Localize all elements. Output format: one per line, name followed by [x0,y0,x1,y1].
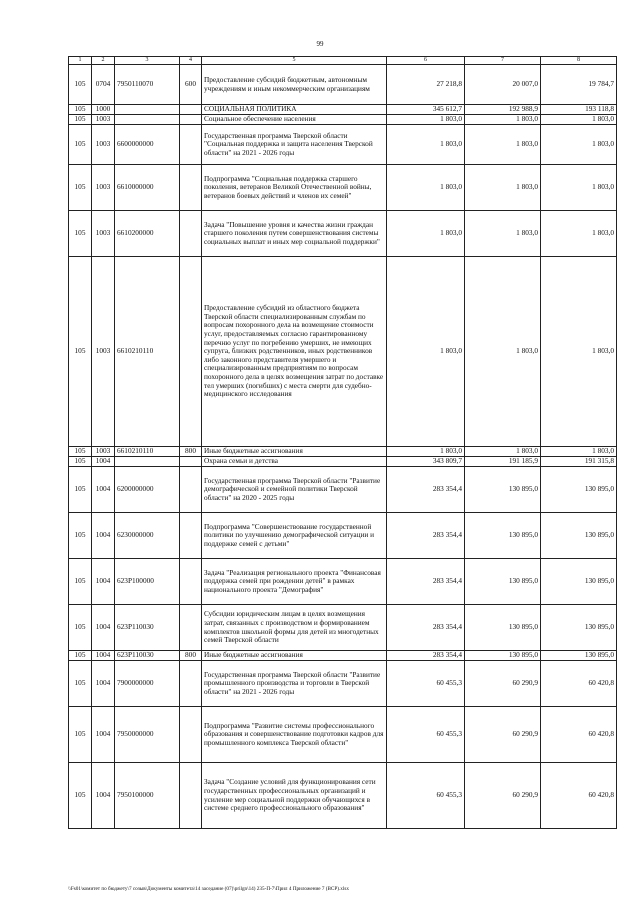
table-cell: 1004 [92,605,115,651]
table-cell: Предоставление субсидий бюджетным, автономным учреждениям и иным некоммерческим организациям [202,65,387,105]
header-cell: 2 [92,57,115,65]
table-row [69,257,617,447]
table-cell: Государственная программа Тверской области "Развитие демографической и семейной политики Тверской области" на 2020 - 2025 годы [202,467,387,513]
table-cell: 283 354,4 [387,605,465,651]
table-cell: 130 895,0 [541,559,617,605]
table-cell: 6600000000 [115,125,180,165]
table-row [69,513,617,559]
table-cell: 130 895,0 [541,467,617,513]
table-cell: 6610200000 [115,211,180,257]
header-cell: 7 [465,57,541,65]
page-number: 99 [316,40,324,48]
table-cell: 105 [69,651,92,661]
table-row [69,115,617,125]
table-row [69,559,617,605]
header-cell: 3 [115,57,180,65]
table-cell: 1 803,0 [387,165,465,211]
table-cell [180,165,202,211]
table-cell [115,115,180,125]
table-cell: 1 803,0 [465,165,541,211]
table-cell: 1 803,0 [387,211,465,257]
header-cell: 1 [69,57,92,65]
table-cell [180,513,202,559]
table-cell: Государственная программа Тверской области "Развитие промышленного производства и торговли в Тверской области" на 2021 - 2026 годы [202,661,387,707]
table-cell: 6610210110 [115,257,180,447]
table-cell: 105 [69,661,92,707]
table-row [69,165,617,211]
table-cell: Иные бюджетные ассигнования [202,651,387,661]
table-row [69,65,617,105]
table-cell: 192 988,9 [465,105,541,115]
table-cell: Задача "Создание условий для функционирования сети государственных профессиональных организаций и усиление мер социальной поддержки обучающихся в системе среднего профессионального образования" [202,763,387,829]
table-cell: 105 [69,707,92,763]
table-row [69,457,617,467]
table-cell: 130 895,0 [465,651,541,661]
table-cell [180,707,202,763]
table-cell: 60 455,3 [387,763,465,829]
table-cell: 1 803,0 [465,125,541,165]
table-cell: Подпрограмма "Совершенствование государственной политики по улучшению демографической ситуации и поддержке семей с детьми" [202,513,387,559]
table-cell: 1003 [92,165,115,211]
table-cell: 6200000000 [115,467,180,513]
table-cell: 191 315,8 [541,457,617,467]
table-cell [180,125,202,165]
table-cell: Задача "Повышение уровня и качества жизни граждан старшего поколения путем совершенствования системы социальных выплат и иных мер социальной поддержки" [202,211,387,257]
table-cell: 105 [69,447,92,457]
table-row [69,651,617,661]
table-cell: 193 118,8 [541,105,617,115]
table-row [69,605,617,651]
table-cell: 623P110030 [115,651,180,661]
table-cell: 130 895,0 [465,513,541,559]
table-row [69,125,617,165]
table-cell: 105 [69,115,92,125]
table-cell [115,105,180,115]
table-cell: 1003 [92,115,115,125]
table-cell: 105 [69,467,92,513]
table-cell: 1003 [92,257,115,447]
table-cell: 1 803,0 [387,257,465,447]
table-cell: 1 803,0 [541,257,617,447]
table-cell: 105 [69,165,92,211]
table-cell: 6230000000 [115,513,180,559]
table-cell: 1 803,0 [465,447,541,457]
table-cell: Задача "Реализация регионального проекта "Финансовая поддержка семей при рождении детей" в рамках национального проекта "Демография" [202,559,387,605]
table-cell: 6610210110 [115,447,180,457]
table-cell [180,457,202,467]
table-cell: 1004 [92,763,115,829]
table-cell: 105 [69,105,92,115]
table-cell: 105 [69,457,92,467]
table-cell: 60 290,9 [465,661,541,707]
table-cell: 27 218,8 [387,65,465,105]
table-cell: 1 803,0 [541,125,617,165]
table-cell: 1 803,0 [541,447,617,457]
table-cell: 1004 [92,513,115,559]
table-cell: 1 803,0 [387,447,465,457]
table-cell: 60 290,9 [465,707,541,763]
table-cell: 60 290,9 [465,763,541,829]
table-cell [180,467,202,513]
table-cell: 1 803,0 [387,125,465,165]
table-cell: Субсидии юридическим лицам в целях возмещения затрат, связанных с производством и формированием комплектов школьной формы для детей из многодетных семей Тверской области [202,605,387,651]
table-row [69,661,617,707]
table-cell: 105 [69,125,92,165]
table-cell: 1004 [92,651,115,661]
table-cell: 1 803,0 [465,257,541,447]
table-row [69,467,617,513]
table-cell: Подпрограмма "Развитие системы профессионального образования и совершенствование подготовки кадров для промышленного комплекса Тверской области" [202,707,387,763]
table-cell: 800 [180,651,202,661]
table-cell [180,105,202,115]
table-cell: 130 895,0 [465,605,541,651]
header-cell: 6 [387,57,465,65]
table-cell: 1000 [92,105,115,115]
table-cell: 1004 [92,559,115,605]
table-cell: 20 007,0 [465,65,541,105]
table-row [69,105,617,115]
table-cell [180,115,202,125]
table-cell: 130 895,0 [541,651,617,661]
table-cell: 623P100000 [115,559,180,605]
table-cell: 283 354,4 [387,559,465,605]
table-cell: 1004 [92,467,115,513]
table-row [69,707,617,763]
table-cell: СОЦИАЛЬНАЯ ПОЛИТИКА [202,105,387,115]
table-cell: 1 803,0 [387,115,465,125]
table-cell: 130 895,0 [465,467,541,513]
header-cell: 8 [541,57,617,65]
table-row [69,447,617,457]
budget-table [68,56,617,829]
table-cell [180,257,202,447]
table-cell: 191 185,9 [465,457,541,467]
table-cell: 1 803,0 [465,211,541,257]
table-cell: 1003 [92,125,115,165]
table-cell: 105 [69,211,92,257]
table-cell: 19 784,7 [541,65,617,105]
table-cell: 283 354,4 [387,513,465,559]
table-cell: 283 354,4 [387,651,465,661]
table-cell: 105 [69,559,92,605]
table-cell: 1 803,0 [541,211,617,257]
header-cell: 4 [180,57,202,65]
table-cell: Государственная программа Тверской области "Социальная поддержка и защита населения Тверской области" на 2021 - 2026 годы [202,125,387,165]
table-cell [115,457,180,467]
table-cell: 60 420,8 [541,707,617,763]
table-cell: 0704 [92,65,115,105]
table-row [69,763,617,829]
table-cell: 105 [69,513,92,559]
table-cell: 7900000000 [115,661,180,707]
file-path-footer: \\Fs01\комитет по бюджету\7 созыв\Документы комитета\14 заседание (07)\prilgn\14) 235-П-7\Прил 4 Приложение 7 (ВСР).xlsx [68,886,349,892]
table-cell: 1 803,0 [541,165,617,211]
table-cell: Иные бюджетные ассигнования [202,447,387,457]
table-cell: 1 803,0 [541,115,617,125]
header-row [69,57,617,65]
table-cell: Подпрограмма "Социальная поддержка старшего поколения, ветеранов Великой Отечественной войны, ветеранов боевых действий и членов их семей" [202,165,387,211]
table-cell: 7950000000 [115,707,180,763]
table-cell: 130 895,0 [541,605,617,651]
table-cell: 345 612,7 [387,105,465,115]
table-cell: 1003 [92,447,115,457]
table-cell: 1003 [92,211,115,257]
table-cell: 105 [69,65,92,105]
table-cell: 623P110030 [115,605,180,651]
table-cell: 105 [69,605,92,651]
table-cell: 60 455,3 [387,707,465,763]
table-cell: 7950110070 [115,65,180,105]
table-cell: 130 895,0 [541,513,617,559]
table-cell: 60 455,3 [387,661,465,707]
table-cell: 105 [69,257,92,447]
table-cell: 105 [69,763,92,829]
table-cell [180,559,202,605]
table-cell: 1004 [92,661,115,707]
table-cell: 6610000000 [115,165,180,211]
table-cell [180,211,202,257]
table-cell: 1004 [92,707,115,763]
table-cell [180,763,202,829]
table-cell: 7950100000 [115,763,180,829]
table-cell: 600 [180,65,202,105]
table-cell: 1004 [92,457,115,467]
table-cell: Предоставление субсидий из областного бюджета Тверской области специализированным службам по вопросам похоронного дела на возмещение стоимости услуг, предоставляемых согласно гарантированному перечню услуг по погребению умерших, не имеющих супруга, близких родственников, иных родственников либо законного представителя умершего и специализированным предприятиям по вопросам похоронного дела в целях возмещения затрат по доставке тел умерших (погибших) с места смерти для судебно-медицинского исследования [202,257,387,447]
table-cell [180,661,202,707]
table-cell: 130 895,0 [465,559,541,605]
table-cell [180,605,202,651]
table-cell: Социальное обеспечение населения [202,115,387,125]
table-cell: 283 354,4 [387,467,465,513]
header-cell: 5 [202,57,387,65]
table-cell: 343 809,7 [387,457,465,467]
table-row [69,211,617,257]
table-cell: Охрана семьи и детства [202,457,387,467]
table-cell: 1 803,0 [465,115,541,125]
table-cell: 60 420,8 [541,763,617,829]
table-cell: 60 420,8 [541,661,617,707]
table-cell: 800 [180,447,202,457]
